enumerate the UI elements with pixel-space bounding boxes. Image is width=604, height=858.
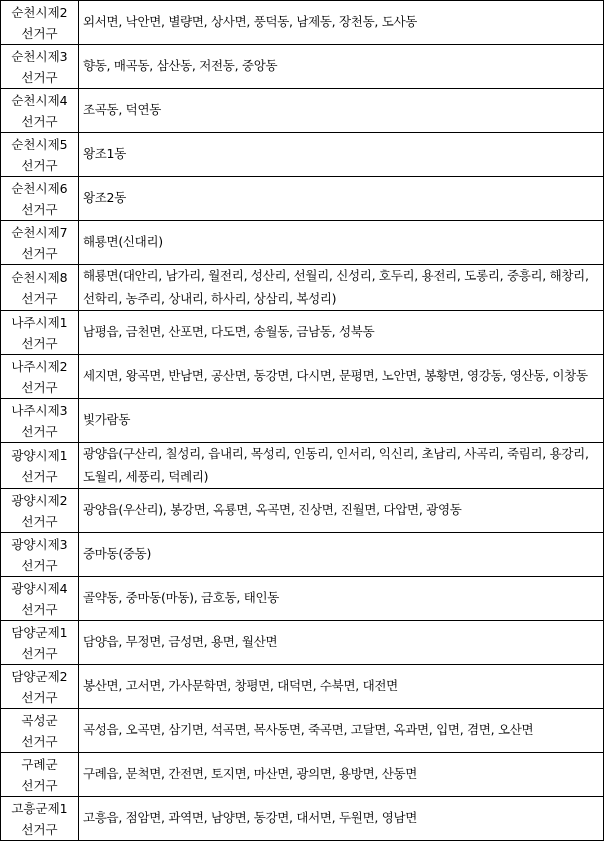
district-name: 순천시제4 [11,92,68,108]
district-name-cell [1,577,79,621]
district-name: 광양시제1 [11,447,68,463]
district-table-body [1,1,604,841]
district-suffix: 선거구 [21,113,58,129]
district-name: 담양군제2 [11,668,68,684]
district-name-cell [1,709,79,753]
district-suffix: 선거구 [21,25,58,41]
district-suffix: 선거구 [21,245,58,261]
district-name: 광양시제2 [11,492,68,508]
district-suffix: 선거구 [21,821,58,837]
district-name: 광양시제4 [11,580,68,596]
district-suffix: 선거구 [21,733,58,749]
district-areas: 중마동(중동) [79,533,604,577]
district-areas: 봉산면, 고서면, 가사문학면, 창평면, 대덕면, 수북면, 대전면 [79,665,604,709]
district-name-cell [1,753,79,797]
district-areas: 고흥읍, 점암면, 과역면, 남양면, 동강면, 대서면, 두원면, 영남면 [79,797,604,841]
district-name: 순천시제7 [11,224,68,240]
table-row [1,533,604,577]
district-name-cell [1,89,79,133]
table-row [1,221,604,265]
district-areas: 세지면, 왕곡면, 반남면, 공산면, 동강면, 다시면, 문평면, 노안면, 봉황면, 영강동, 영산동, 이창동 [79,355,604,399]
district-areas: 왕조1동 [79,133,604,177]
district-name-cell [1,489,79,533]
district-name: 나주시제1 [11,314,68,330]
district-suffix: 선거구 [21,513,58,529]
district-name-cell [1,177,79,221]
table-row [1,797,604,841]
district-areas: 외서면, 낙안면, 별량면, 상사면, 풍덕동, 남제동, 장천동, 도사동 [79,1,604,45]
table-row [1,621,604,665]
district-name: 순천시제3 [11,48,68,64]
district-name-cell [1,265,79,311]
district-name: 순천시제5 [11,136,68,152]
district-name-cell [1,443,79,489]
district-name: 나주시제3 [11,402,68,418]
table-row [1,89,604,133]
table-row [1,265,604,311]
district-suffix: 선거구 [21,335,58,351]
district-name: 순천시제6 [11,180,68,196]
district-name-cell [1,133,79,177]
district-areas: 골약동, 중마동(마동), 금호동, 태인동 [79,577,604,621]
district-suffix: 선거구 [21,157,58,173]
district-name: 구례군 [21,756,58,772]
district-name-cell [1,221,79,265]
district-suffix: 선거구 [21,601,58,617]
district-name: 담양군제1 [11,624,68,640]
district-areas: 광양읍(우산리), 봉강면, 옥룡면, 옥곡면, 진상면, 진월면, 다압면, 광영동 [79,489,604,533]
district-suffix: 선거구 [21,201,58,217]
district-name-cell [1,45,79,89]
district-name-cell [1,621,79,665]
table-row [1,1,604,45]
table-row [1,665,604,709]
district-areas: 남평읍, 금천면, 산포면, 다도면, 송월동, 금남동, 성북동 [79,311,604,355]
district-areas: 구례읍, 문척면, 간전면, 토지면, 마산면, 광의면, 용방면, 산동면 [79,753,604,797]
district-areas: 곡성읍, 오곡면, 삼기면, 석곡면, 목사동면, 죽곡면, 고달면, 옥과면, 입면, 겸면, 오산면 [79,709,604,753]
table-row [1,489,604,533]
district-suffix: 선거구 [21,777,58,793]
district-suffix: 선거구 [21,468,58,484]
table-row [1,577,604,621]
table-row [1,311,604,355]
district-suffix: 선거구 [21,69,58,85]
district-areas: 조곡동, 덕연동 [79,89,604,133]
table-row [1,753,604,797]
district-name: 순천시제2 [11,4,68,20]
table-row [1,399,604,443]
district-areas: 해룡면(대안리, 남가리, 월전리, 성산리, 선월리, 신성리, 호두리, 용전리, 도롱리, 중흥리, 해창리, 선학리, 농주리, 상내리, 하사리, 상삼리, 복성리) [79,265,604,311]
district-areas: 향동, 매곡동, 삼산동, 저전동, 중앙동 [79,45,604,89]
district-areas: 광양읍(구산리, 칠성리, 읍내리, 목성리, 인동리, 인서리, 익신리, 초남리, 사곡리, 죽림리, 용강리, 도월리, 세풍리, 덕례리) [79,443,604,489]
district-name-cell [1,665,79,709]
table-row [1,443,604,489]
district-name-cell [1,311,79,355]
district-name: 곡성군 [21,712,58,728]
district-suffix: 선거구 [21,423,58,439]
district-suffix: 선거구 [21,689,58,705]
district-name-cell [1,797,79,841]
district-areas: 왕조2동 [79,177,604,221]
district-suffix: 선거구 [21,379,58,395]
district-name: 광양시제3 [11,536,68,552]
district-name-cell [1,1,79,45]
table-row [1,709,604,753]
district-suffix: 선거구 [21,645,58,661]
table-row [1,45,604,89]
district-areas: 빛가람동 [79,399,604,443]
district-name: 순천시제8 [11,269,68,285]
table-row [1,133,604,177]
table-row [1,177,604,221]
district-suffix: 선거구 [21,557,58,573]
district-name-cell [1,533,79,577]
district-suffix: 선거구 [21,290,58,306]
district-name: 고흥군제1 [11,800,68,816]
district-name-cell [1,399,79,443]
district-name: 나주시제2 [11,358,68,374]
table-row [1,355,604,399]
district-areas: 담양읍, 무정면, 금성면, 용면, 월산면 [79,621,604,665]
district-areas: 해룡면(신대리) [79,221,604,265]
district-name-cell [1,355,79,399]
